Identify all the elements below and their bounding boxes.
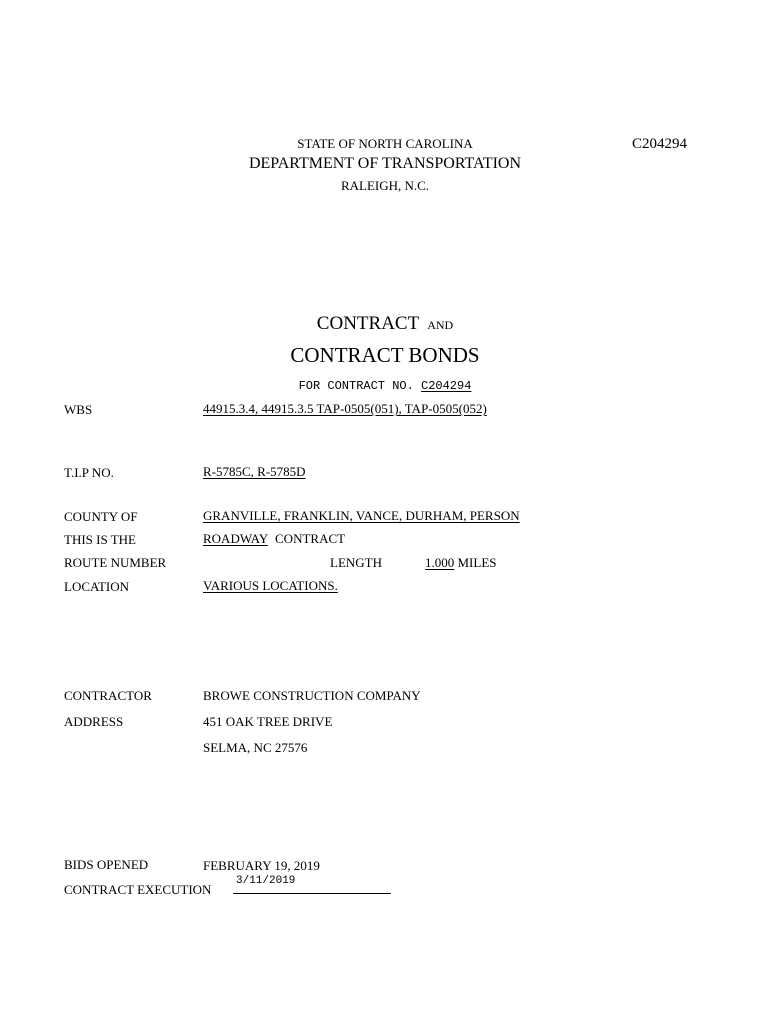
execution-signature-line — [233, 893, 391, 894]
department-heading: DEPARTMENT OF TRANSPORTATION — [248, 155, 522, 172]
location-label: LOCATION — [64, 579, 129, 594]
county-label: COUNTY OF — [64, 509, 138, 524]
contractor-label: CONTRACTOR — [64, 688, 152, 703]
for-contract-prefix: FOR CONTRACT NO. — [298, 379, 414, 393]
length-unit: MILES — [457, 555, 497, 570]
route-number-label: ROUTE NUMBER — [64, 555, 167, 570]
wbs-value: 44915.3.4, 44915.3.5 TAP-0505(051), TAP-0505(052) — [203, 401, 487, 416]
location-value: VARIOUS LOCATIONS. — [203, 578, 338, 593]
contract-bonds-title: CONTRACT BONDS — [290, 343, 480, 367]
tip-label: T.I.P NO. — [64, 465, 114, 480]
contract-execution-value: 3/11/2019 — [236, 875, 296, 887]
for-contract-number: C204294 — [421, 379, 472, 393]
wbs-label: WBS — [64, 402, 93, 417]
address-line1: 451 OAK TREE DRIVE — [203, 714, 333, 729]
this-is-label: THIS IS THE — [64, 532, 136, 547]
contract-type — [203, 531, 345, 547]
contract-type-suffix: CONTRACT — [275, 531, 346, 546]
contract-word: CONTRACT — [316, 313, 420, 334]
tip-value: R-5785C, R-5785D — [203, 464, 306, 479]
contract-title — [0, 313, 770, 335]
address-label: ADDRESS — [64, 714, 124, 729]
length-value: 1.000 — [425, 555, 455, 570]
city-heading: RALEIGH, N.C. — [340, 178, 430, 193]
address-line2: SELMA, NC 27576 — [203, 740, 308, 755]
contract-execution-label: CONTRACT EXECUTION — [64, 882, 212, 897]
contractor-value: BROWE CONSTRUCTION COMPANY — [203, 688, 421, 703]
state-heading: STATE OF NORTH CAROLINA — [297, 136, 473, 151]
length-label: LENGTH — [330, 555, 382, 570]
bids-opened-label: BIDS OPENED — [64, 857, 149, 872]
county-value: GRANVILLE, FRANKLIN, VANCE, DURHAM, PERSON — [203, 508, 520, 523]
bids-opened-value: FEBRUARY 19, 2019 — [203, 858, 320, 873]
and-word: AND — [427, 318, 454, 332]
for-contract-no — [0, 379, 770, 393]
contract-type-value: ROADWAY — [203, 531, 268, 546]
length-field — [425, 555, 497, 571]
contract-code: C204294 — [632, 136, 688, 152]
